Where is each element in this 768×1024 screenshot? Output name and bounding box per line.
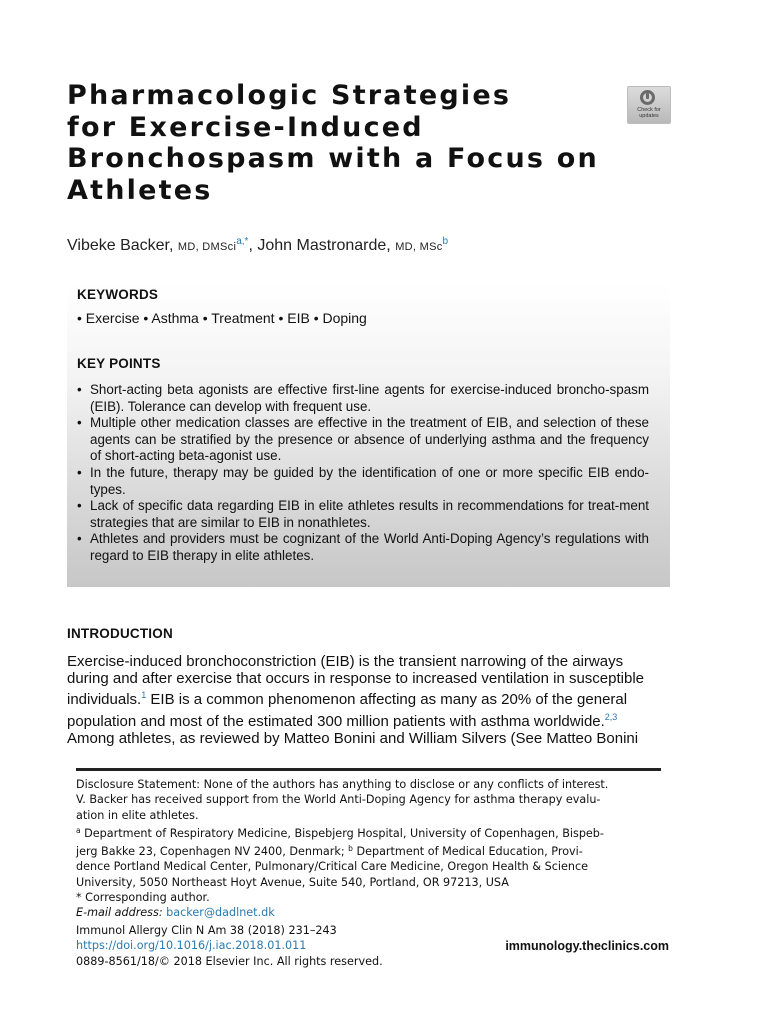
citation-line: Immunol Allergy Clin N Am 38 (2018) 231–243 (76, 924, 337, 937)
list-item: • In the future, therapy may be guided by the identification of one or more specific EIB endo-types. (77, 465, 649, 498)
keywords-list: • Exercise • Asthma • Treatment • EIB • Doping (77, 310, 367, 326)
disclosure-line: Disclosure Statement: None of the authors has anything to disclose or any conflicts of interest. (76, 778, 609, 791)
keywords-heading: KEYWORDS (77, 287, 159, 302)
affiliation-line: jerg Bakke 23, Copenhagen NV 2400, Denmark; $^b$ Department of Medical Education, Provi- (76, 844, 583, 859)
introduction-paragraph (67, 653, 670, 747)
list-item: • Multiple other medication classes are effective in the treatment of EIB, and selection of these agents can be stratified by the presence or absence of underlying asthma and the frequency of short-acting beta-agonist use. (77, 415, 649, 465)
text-line: during and after exercise that occurs in response to increased ventilation in susceptible (67, 670, 644, 688)
doi-link[interactable]: https://doi.org/10.1016/j.iac.2018.01.011 (76, 939, 307, 953)
corresponding-author: * Corresponding author. (76, 891, 210, 905)
citation-link[interactable]: 2,3 (604, 711, 618, 722)
text-line: population and most of the estimated 300 million patients with asthma worldwide.$^{2,3}$ (67, 711, 618, 730)
disclosure-line: ation in elite athletes. (76, 808, 199, 822)
check-for-updates-button[interactable] (627, 86, 671, 124)
keywords-keypoints-box (67, 283, 670, 587)
title-line: Bronchospasm with a Focus on (67, 143, 599, 174)
text-line: Exercise-induced bronchoconstriction (EIB) is the transient narrowing of the airways (67, 653, 624, 670)
list-item: • Lack of specific data regarding EIB in elite athletes results in recommendations for treat-ment strategies that are similar to EIB in nonathletes. (77, 498, 649, 531)
article-title (67, 80, 627, 206)
email-link[interactable]: backer@dadlnet.dk (166, 906, 275, 920)
copyright-line: 0889-8561/18/© 2018 Elsevier Inc. All rights reserved. (76, 954, 383, 968)
affiliation-marker[interactable]: b (442, 236, 449, 247)
section-heading: INTRODUCTION (67, 626, 173, 641)
title-line: for Exercise-Induced (67, 111, 424, 143)
badge-line: Check for (637, 107, 661, 113)
key-points-heading: KEY POINTS (77, 356, 161, 371)
affiliation-marker[interactable]: a,* (236, 236, 249, 247)
affiliation-line: University, 5050 Northeast Hoyt Avenue, Suite 540, Portland, OR 97213, USA (76, 875, 509, 889)
email-line: E-mail address: backer@dadlnet.dk (76, 906, 275, 920)
journal-site-link[interactable]: immunology.theclinics.com (505, 939, 669, 953)
text-line: individuals.$^1$ EIB is a common phenomenon affecting as many as 20% of the general (67, 690, 628, 709)
footnote-divider (76, 768, 661, 771)
badge-line: updates (639, 113, 659, 119)
title-line: Pharmacologic Strategies (67, 80, 512, 111)
citation-link[interactable]: 1 (141, 690, 147, 701)
affiliation-line: $^a$ Department of Respiratory Medicine, Bispebjerg Hospital, University of Copenhagen, Bispeb- (76, 825, 604, 840)
list-item: • Short-acting beta agonists are effective first-line agents for exercise-induced broncho-spasm (EIB). Tolerance can develop with frequent use. (77, 382, 649, 415)
affiliation-line: dence Portland Medical Center, Pulmonary/Critical Care Medicine, Oregon Health & Science (76, 860, 588, 874)
author-separator: , (248, 237, 253, 254)
text-line: Among athletes, as reviewed by Matteo Bonini and William Silvers (See Matteo Bonini (67, 729, 639, 747)
author-degree: MD, DMSci (177, 241, 237, 253)
author-name: Vibeke Backer, (67, 237, 174, 254)
author-name: John Mastronarde, (257, 237, 391, 254)
title-line: Athletes (67, 174, 213, 206)
disclosure-line: V. Backer has received support from the World Anti-Doping Agency for asthma therapy evalu- (76, 793, 601, 807)
list-item: • Athletes and providers must be cognizant of the World Anti-Doping Agency’s regulations with regard to EIB therapy in elite athletes. (77, 531, 649, 564)
author-line (67, 236, 448, 255)
key-points-list (77, 382, 649, 565)
check-for-updates-icon (640, 90, 655, 105)
footnotes (76, 777, 661, 921)
author-degree: MD, MSc (395, 241, 443, 253)
